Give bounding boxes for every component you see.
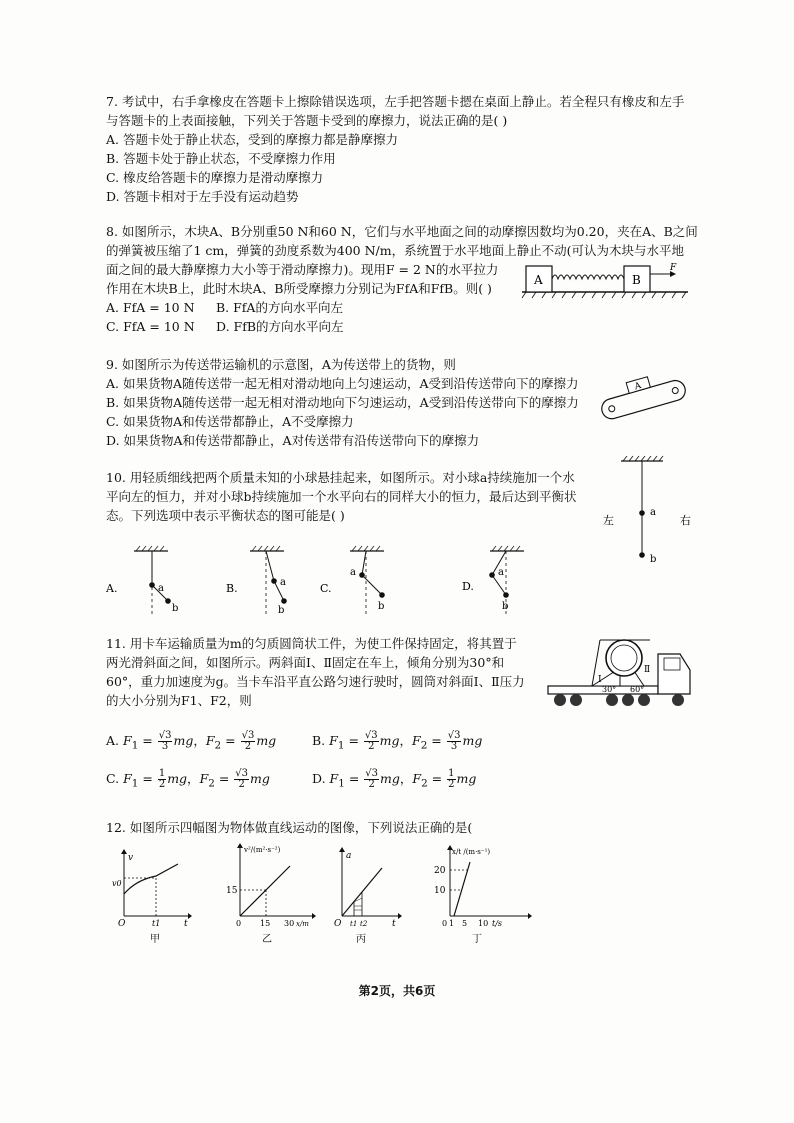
q8-stem-line-1: 8. 如图所示，木块A、B分别重50 N和60 N，它们与水平地面之间的动摩擦因数均为0.20，夹在A、B之间 xyxy=(106,224,698,239)
q11-stem-line-4: 的大小分别为F1、F2，则 xyxy=(106,693,252,708)
jia-t1: t1 xyxy=(152,919,161,928)
q10-d-ball-b: b xyxy=(502,601,509,612)
q11-option-d[interactable]: D. $F_1$ = $\frac{√3}{2}$ mg，$F_2$ = $\frac{1}{2}$ mg xyxy=(312,767,477,790)
q11-slope-1-label: Ⅰ xyxy=(598,675,602,685)
ding-caption: 丁 xyxy=(472,934,482,945)
jia-xlabel: t xyxy=(184,919,188,929)
q9-cargo-label: A xyxy=(633,380,643,393)
q8-block-a-label: A xyxy=(534,273,543,287)
q10-choice-b-label: B. xyxy=(226,582,238,595)
q10-d-ball-a: a xyxy=(498,567,504,578)
yi-x15: 15 xyxy=(260,919,271,928)
ding-x0: 0 xyxy=(442,919,448,928)
jia-origin: O xyxy=(118,919,126,929)
q10-choice-d-label: D. xyxy=(462,580,474,593)
q12-graph-bing xyxy=(330,846,405,948)
q8-stem-line-2: 的弹簧被压缩了1 cm，弹簧的劲度系数为400 N/m，系统置于水平地面上静止不动(可认为木块与水平地 xyxy=(106,243,684,258)
q10-choice-b-figure[interactable] xyxy=(226,546,287,616)
q10-choice-a-figure[interactable] xyxy=(105,546,178,615)
q9-stem: 9. 如图所示为传送带运输机的示意图，A为传送带上的货物，则 xyxy=(106,357,456,372)
q8-option-d[interactable]: D. FfB的方向水平向左 xyxy=(216,319,344,334)
ding-xlabel: t/s xyxy=(492,919,503,928)
question-7 xyxy=(106,92,684,206)
q11-options xyxy=(106,728,526,796)
q7-option-b[interactable]: B. 答题卡处于静止状态，不受摩擦力作用 xyxy=(106,151,336,166)
q10-choice-c-label: C. xyxy=(320,582,332,595)
q7-option-a[interactable]: A. 答题卡处于静止状态，受到的摩擦力都是静摩擦力 xyxy=(106,132,398,147)
q8-option-a[interactable]: A. FfA = 10 N xyxy=(106,300,195,315)
q11-stem-line-2: 两光滑斜面之间，如图所示。两斜面Ⅰ、Ⅱ固定在车上，倾角分别为30°和 xyxy=(106,655,505,670)
q9-option-c[interactable]: C. 如果货物A和传送带都静止，A不受摩擦力 xyxy=(106,414,354,429)
q7-stem-line-1: 7. 考试中，右手拿橡皮在答题卡上擦除错误选项，左手把答题卡摁在桌面上静止。若全程只有橡皮和左手 xyxy=(106,94,685,109)
q11-angle-30: 30° xyxy=(602,685,617,694)
q8-stem-line-4: 作用在木块B上，此时木块A、B所受摩擦力分别记为FfA和FfB。则( ) xyxy=(106,281,492,296)
q12-stem: 12. 如图所示四幅图为物体做直线运动的图像，下列说法正确的是( xyxy=(106,820,473,835)
q10-choices-figure xyxy=(100,545,580,620)
q10-c-ball-a: a xyxy=(350,567,356,578)
q10-right-label: 右 xyxy=(680,514,691,527)
q10-left-label: 左 xyxy=(603,514,614,527)
jia-ylabel: v xyxy=(128,853,134,863)
bing-origin: O xyxy=(334,919,342,929)
yi-xlabel: x/m xyxy=(296,920,309,928)
q9-option-b[interactable]: B. 如果货物A随传送带一起无相对滑动地向下匀速运动，A受到沿传送带向下的摩擦力 xyxy=(106,395,579,410)
q9-conveyor-figure xyxy=(595,368,690,423)
q10-c-ball-b: b xyxy=(378,601,385,612)
q8-block-b-label: B xyxy=(632,273,641,287)
q10-choice-c-figure[interactable] xyxy=(320,546,385,615)
q9-option-d[interactable]: D. 如果货物A和传送带都静止，A对传送带有沿传送带向下的摩擦力 xyxy=(106,433,480,448)
q8-spring-blocks-figure xyxy=(520,260,690,300)
q8-option-b[interactable]: B. FfA的方向水平向左 xyxy=(216,300,343,315)
question-11 xyxy=(106,634,525,710)
q10-stem-line-2: 平向左的恒力，并对小球b持续施加一个水平向右的同样大小的恒力，最后达到平衡状 xyxy=(106,489,577,504)
q10-choice-a-label: A. xyxy=(106,582,118,595)
q10-a-ball-a: a xyxy=(158,583,164,594)
q8-stem-line-3: 面之间的最大静摩擦力大小等于滑动摩擦力)。现用F = 2 N的水平拉力 xyxy=(106,262,499,277)
q7-option-c[interactable]: C. 橡皮给答题卡的摩擦力是滑动摩擦力 xyxy=(106,170,324,185)
question-9 xyxy=(106,355,579,450)
bing-xlabel: t xyxy=(392,919,396,929)
q11-option-c[interactable]: C. $F_1$ = $\frac{1}{2}$ mg，$F_2$ = $\frac{√3}{2}$ mg xyxy=(106,767,270,790)
q11-stem-line-1: 11. 用卡车运输质量为m的匀质圆筒状工件，为使工件保持固定，将其置于 xyxy=(106,636,517,651)
q11-angle-60: 60° xyxy=(630,685,645,694)
q7-stem-line-2: 与答题卡的上表面接触，下列关于答题卡受到的摩擦力，说法正确的是( ) xyxy=(106,113,508,128)
q8-option-c[interactable]: C. FfA = 10 N xyxy=(106,319,195,334)
q11-stem-line-3: 60°，重力加速度为g。当卡车沿平直公路匀速行驶时，圆筒对斜面Ⅰ、Ⅱ压力 xyxy=(106,674,525,689)
bing-caption: 丙 xyxy=(356,934,366,945)
q11-truck-figure xyxy=(540,620,695,715)
ding-x10: 10 xyxy=(478,919,489,928)
q10-b-ball-b: b xyxy=(278,605,285,616)
jia-caption: 甲 xyxy=(150,934,160,945)
q11-option-a[interactable]: A. $F_1$ = $\frac{√3}{3}$ mg，$F_2$ = $\frac{√3}{2}$ mg xyxy=(106,729,277,752)
bing-ylabel: a xyxy=(346,851,352,861)
yi-origin: 0 xyxy=(236,919,242,928)
q10-choice-d-figure[interactable] xyxy=(462,546,524,615)
q8-force-label: F xyxy=(670,263,677,273)
ding-ylabel: x/t /(m·s⁻¹) xyxy=(452,848,491,856)
q10-stem-line-1: 10. 用轻质细线把两个质量未知的小球悬挂起来，如图所示。对小球a持续施加一个水 xyxy=(106,470,575,485)
q10-ball-a-label: a xyxy=(650,507,656,518)
q12-graph-yi xyxy=(226,840,318,948)
bing-t2: t2 xyxy=(360,920,368,928)
q11-slope-2-label: Ⅱ xyxy=(644,665,651,675)
yi-ylabel: v²/(m²·s⁻²) xyxy=(244,846,281,854)
ding-y10: 10 xyxy=(434,886,446,896)
bing-t1: t1 xyxy=(350,920,358,928)
yi-x30: 30 xyxy=(284,919,295,928)
question-10 xyxy=(106,468,577,525)
page-footer: 第2页，共6页 xyxy=(358,984,436,998)
q10-b-ball-a: a xyxy=(280,577,286,588)
ding-y20: 20 xyxy=(434,866,446,876)
q12-graph-jia xyxy=(112,848,192,948)
yi-caption: 乙 xyxy=(262,934,272,945)
q9-option-a[interactable]: A. 如果货物A随传送带一起无相对滑动地向上匀速运动，A受到沿传送带向下的摩擦力 xyxy=(106,376,579,391)
ding-x5: 5 xyxy=(462,919,468,928)
question-12 xyxy=(106,818,472,837)
q7-option-d[interactable]: D. 答题卡相对于左手没有运动趋势 xyxy=(106,189,299,204)
q10-ball-b-label: b xyxy=(650,554,657,565)
jia-v0: v0 xyxy=(112,879,122,888)
q12-graph-ding xyxy=(428,842,538,948)
q10-stem-line-3: 态。下列选项中表示平衡状态的图可能是( ) xyxy=(106,508,345,523)
q11-option-b[interactable]: B. $F_1$ = $\frac{√3}{2}$ mg，$F_2$ = $\frac{√3}{3}$ mg xyxy=(312,729,483,752)
q10-a-ball-b: b xyxy=(172,603,179,614)
yi-y15: 15 xyxy=(226,886,238,896)
ding-x1: 1 xyxy=(449,919,455,928)
q10-original-figure xyxy=(595,455,705,575)
